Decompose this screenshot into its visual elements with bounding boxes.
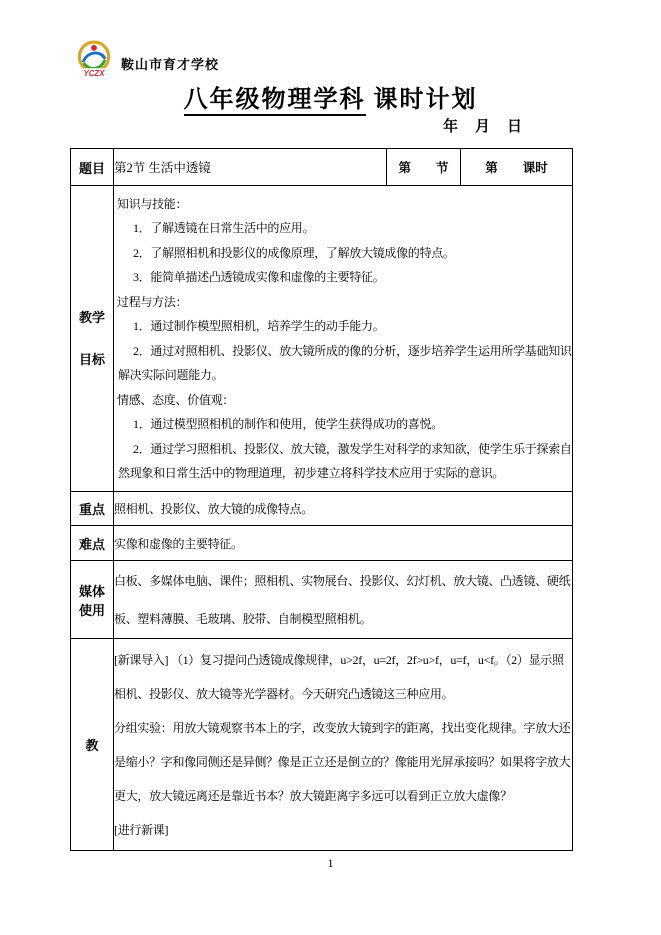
title-subject-underlined: 八年级物理学科	[184, 87, 366, 116]
label-line: 目标	[78, 351, 105, 367]
objective-paragraph: 过程与方法：	[117, 294, 188, 309]
row-label-media	[71, 561, 114, 639]
table-row-media	[71, 561, 573, 639]
objective-paragraph: 1．了解透镜在日常生活中的应用。	[133, 221, 315, 235]
row-label-key-point: 重点	[71, 492, 114, 526]
objectives-content	[114, 186, 573, 492]
table-row-process	[71, 639, 573, 851]
media-content: 白板、多媒体电脑、课件；照相机、实物展台、投影仪、幻灯机、放大镜、凸透镜、硬纸板、塑料薄膜、毛玻璃、胶带、自制模型照相机。	[114, 561, 573, 639]
objective-paragraph: 1．通过制作模型照相机，培养学生的动手能力。	[133, 319, 385, 333]
objective-paragraph: 知识与技能：	[117, 196, 188, 211]
date-line: 年 月 日	[442, 119, 523, 135]
logo-sun-dot	[91, 45, 97, 51]
objective-paragraph: 2．通过学习照相机、投影仪、放大镜，激发学生对科学的求知欲，使学生乐于探索自然现象和日常生活中的物理道理，初步建立将科学技术应用于实际的意识。	[118, 441, 572, 480]
key-point-content: 照相机、投影仪、放大镜的成像特点。	[114, 492, 573, 526]
row-label-objectives	[71, 186, 114, 492]
row-label-process: 教	[71, 639, 114, 851]
label-line: 使用	[78, 602, 105, 618]
process-content	[114, 639, 573, 851]
label-line: 媒体	[78, 583, 105, 599]
objective-paragraph: 2．了解照相机和投影仪的成像原理，了解放大镜成像的特点。	[133, 245, 455, 260]
logo-abbreviation: YCZX	[83, 69, 105, 79]
objective-paragraph: 情感、态度、价值观：	[117, 392, 235, 407]
process-paragraph: [新课导入] （1）复习提问凸透镜成像规律，u>2f，u=2f，2f>u>f，u=f，u<f。（2）显示照相机、投影仪、放大镜等光学器材。今天研究凸透镜这三种应用。	[114, 652, 564, 701]
label-line: 教学	[78, 309, 105, 325]
objective-paragraph: 1．通过模型照相机的制作和使用，使学生获得成功的喜悦。	[133, 417, 443, 431]
lesson-plan-table	[70, 148, 573, 851]
objective-paragraph: 2．通过对照相机、投影仪、放大镜所成的像的分析，逐步培养学生运用所学基础知识解决实际问题能力。	[118, 343, 572, 382]
period-number-cell: 第 课时	[461, 149, 573, 186]
objective-paragraph: 3．能简单描述凸透镜成实像和虚像的主要特征。	[133, 270, 385, 284]
document-title	[0, 79, 661, 114]
title-suffix: 课时计划	[365, 87, 478, 113]
difficulty-content: 实像和虚像的主要特征。	[114, 526, 573, 561]
process-paragraph: 分组实验：用放大镜观察书本上的字，改变放大镜到字的距离，找出变化规律。字放大还是缩小？字和像同侧还是异侧？像是正立还是倒立的？像能用光屏承接吗？如果将字放大更大，放大镜远离还是靠近书本？放大镜距离字多远可以看到正立放大虚像？	[114, 720, 571, 803]
lesson-topic: 第2节 生活中透镜	[114, 149, 387, 186]
row-label-topic: 题目	[71, 149, 114, 186]
table-row-objectives	[71, 186, 573, 492]
section-number-cell: 第 节	[387, 149, 461, 186]
process-paragraph: [进行新课]	[114, 822, 169, 837]
table-row-key-point	[71, 492, 573, 526]
table-row-title	[71, 149, 573, 186]
table-row-difficulty	[71, 526, 573, 561]
school-name: 鞍山市育才学校	[121, 56, 220, 72]
page-number: 1	[327, 856, 334, 870]
row-label-difficulty: 难点	[71, 526, 114, 561]
